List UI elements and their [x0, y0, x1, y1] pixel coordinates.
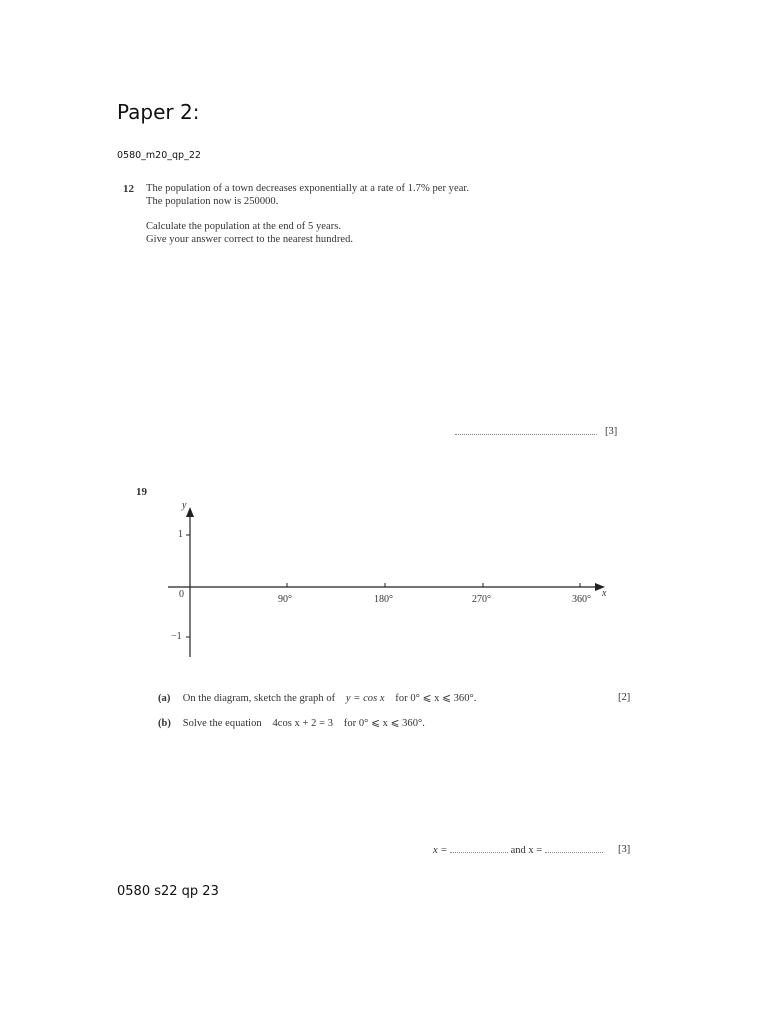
marks-label: [3]: [605, 426, 618, 437]
question-text-line: The population now is 250000.: [146, 196, 279, 207]
x1-label: x =: [433, 845, 448, 856]
part-a-range: for 0° ⩽ x ⩽ 360°.: [395, 693, 477, 704]
part-a: [158, 692, 476, 704]
x-tick-label: 360°: [572, 594, 591, 605]
answer-blank-x1[interactable]: [450, 844, 508, 853]
part-a-text: On the diagram, sketch the graph of: [182, 693, 336, 704]
x-tick-label: 180°: [374, 594, 393, 605]
part-b-label: (b): [158, 718, 171, 729]
part-a-label: (a): [158, 693, 171, 704]
and-x-label: and x =: [510, 845, 543, 856]
origin-label: 0: [179, 589, 184, 600]
part-b: [158, 717, 425, 729]
marks-label: [2]: [618, 692, 631, 703]
answer-line: [433, 844, 603, 856]
question-text-line: Give your answer correct to the nearest hundred.: [146, 234, 354, 245]
question-number: 19: [136, 486, 147, 498]
part-b-range: for 0° ⩽ x ⩽ 360°.: [343, 718, 425, 729]
y-tick-label: 1: [178, 529, 183, 540]
x-axis-label: x: [602, 588, 607, 599]
question-text-line: Calculate the population at the end of 5 years.: [146, 221, 342, 232]
paper-code-m20: 0580_m20_qp_22: [117, 150, 201, 161]
x-tick-label: 270°: [472, 594, 491, 605]
y-axis-label: y: [182, 500, 187, 511]
marks-label: [3]: [618, 844, 631, 855]
part-b-equation: 4cos x + 2 = 3: [272, 718, 334, 729]
y-axis-arrow-icon: [186, 507, 194, 517]
part-a-equation: y = cos x: [345, 693, 385, 704]
question-number: 12: [123, 183, 134, 195]
answer-blank-x2[interactable]: [545, 844, 603, 853]
part-b-text: Solve the equation: [182, 718, 262, 729]
paper-code-s22: 0580 s22 qp 23: [117, 884, 219, 899]
page-heading: Paper 2:: [117, 100, 200, 124]
x-tick-label: 90°: [278, 594, 292, 605]
y-tick-label: −1: [171, 631, 182, 642]
question-text-line: The population of a town decreases exponentially at a rate of 1.7% per year.: [146, 183, 470, 194]
